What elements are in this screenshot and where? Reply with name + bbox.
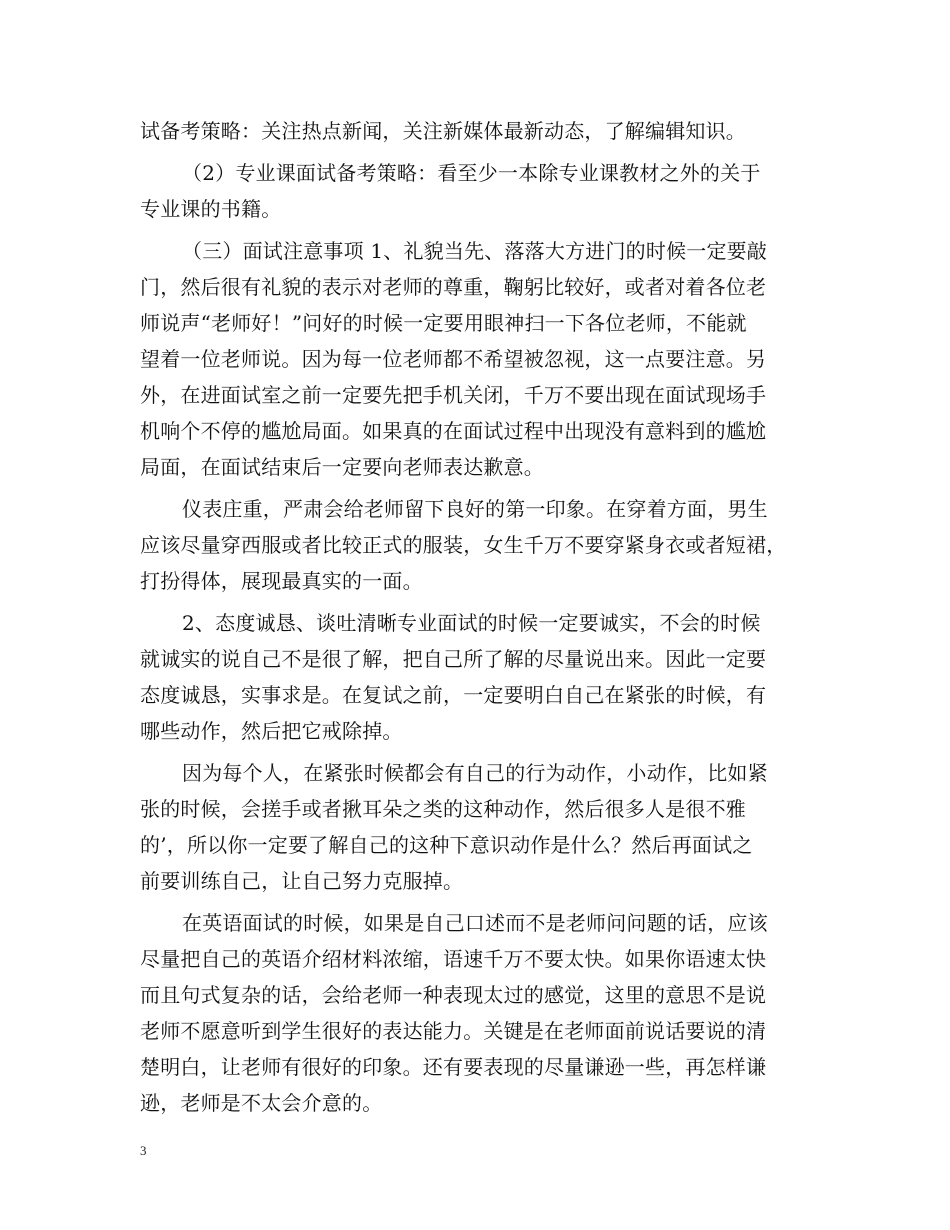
- text-line: 态度诚恳，实事求是。在复试之前，一定要明白自己在紧张的时候，有: [140, 683, 767, 707]
- text-line: 试备考策略：关注热点新闻，关注新媒体最新动态，了解编辑知识。: [140, 119, 746, 143]
- page-number: 3: [140, 1143, 147, 1158]
- text-line: 因为每个人，在紧张时候都会有自己的行为动作，小动作，比如紧: [182, 761, 768, 785]
- text-line: 仪表庄重，严肃会给老师留下良好的第一印象。在穿着方面，男生: [182, 497, 768, 521]
- text-line: 前要训练自己，让自己努力克服掉。: [140, 869, 464, 893]
- text-line: 楚明白，让老师有很好的印象。还有要表现的尽量谦逊一些，再怎样谦: [140, 1055, 767, 1079]
- text-line: 2、态度诚恳、谈吐清晰专业面试的时候一定要诚实，不会的时候: [182, 611, 761, 635]
- text-line: 打扮得体，展现最真实的一面。: [140, 569, 423, 593]
- text-line: 外，在进面试室之前一定要先把手机关闭，千万不要出现在面试现场手: [140, 383, 767, 407]
- text-line: 逊，老师是不太会介意的。: [140, 1091, 383, 1115]
- text-line: 老师不愿意听到学生很好的表达能力。关键是在老师面前说话要说的清: [140, 1019, 767, 1043]
- text-line: 就诚实的说自己不是很了解，把自己所了解的尽量说出来。因此一定要: [140, 647, 767, 671]
- text-line: 哪些动作，然后把它戒除掉。: [140, 719, 403, 743]
- text-line: 望着一位老师说。因为每一位老师都不希望被忽视，这一点要注意。另: [140, 347, 767, 371]
- text-line: 应该尽量穿西服或者比较正式的服装，女生千万不要穿紧身衣或者短裙，: [140, 533, 787, 557]
- text-line: 的’，所以你一定要了解自己的这种下意识动作是什么？然后再面试之: [140, 833, 753, 857]
- text-line: 而且句式复杂的话，会给老师一种表现太过的感觉，这里的意思不是说: [140, 983, 767, 1007]
- text-line: 机响个不停的尴尬局面。如果真的在面试过程中出现没有意料到的尴尬: [140, 419, 767, 443]
- text-line: 局面，在面试结束后一定要向老师表达歉意。: [140, 455, 544, 479]
- body-text: [140, 113, 814, 1121]
- text-line: 张的时候，会搓手或者揪耳朵之类的这种动作，然后很多人是很不雅: [140, 797, 746, 821]
- text-line: 尽量把自己的英语介绍材料浓缩，语速千万不要太快。如果你语速太快: [140, 947, 767, 971]
- text-line: 在英语面试的时候，如果是自己口述而不是老师问问题的话，应该: [182, 911, 768, 935]
- text-line: （三）面试注意事项 1、礼貌当先、落落大方进门的时候一定要敲: [182, 239, 768, 263]
- text-line: 门，然后很有礼貌的表示对老师的尊重，鞠躬比较好，或者对着各位老: [140, 275, 767, 299]
- text-line: 师说声“老师好！”问好的时候一定要用眼神扫一下各位老师，不能就: [140, 311, 747, 335]
- text-line: （2）专业课面试备考策略：看至少一本除专业课教材之外的关于: [182, 161, 761, 185]
- text-line: 专业课的书籍。: [140, 197, 282, 221]
